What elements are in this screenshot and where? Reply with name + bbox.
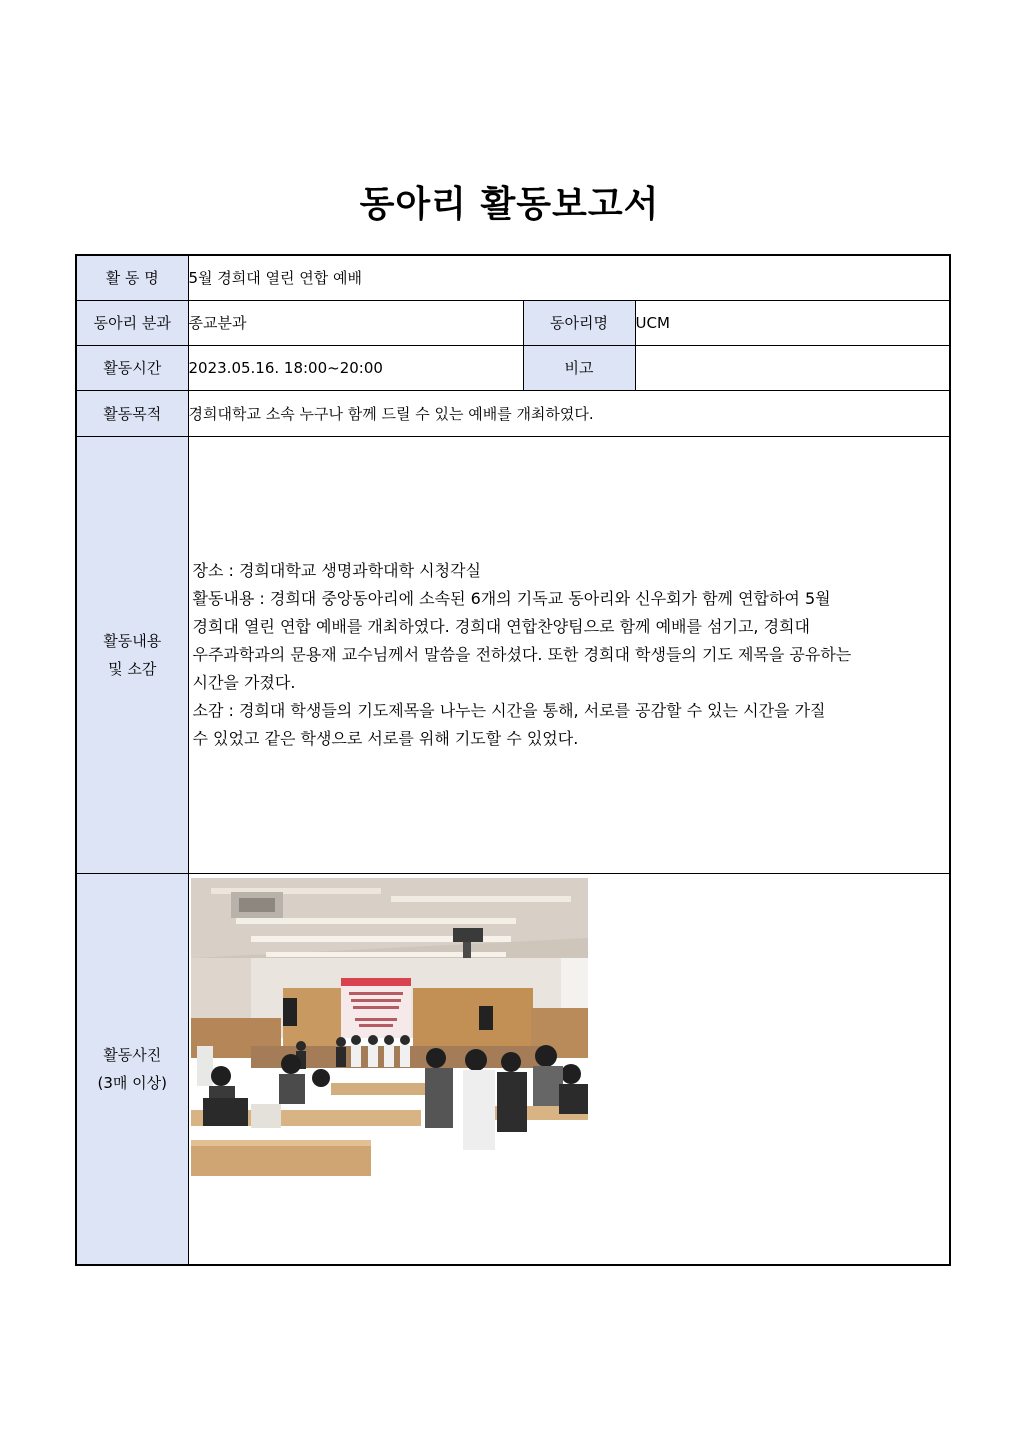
content-line: 경희대 열린 연합 예배를 개최하였다. 경희대 연합찬양팀으로 함께 예배를 섬기고, 경희대: [192, 616, 810, 636]
page-title: 동아리 활동보고서: [359, 184, 660, 225]
content-label-line2: 및 소감: [108, 659, 157, 678]
content-line: 장소 : 경희대학교 생명과학대학 시청각실: [192, 560, 481, 580]
photo-cell: [188, 873, 950, 1265]
remarks-label: 비고: [523, 345, 635, 390]
content-line: 우주과학과의 문용재 교수님께서 말씀을 전하셨다. 또한 경희대 학생들의 기도 제목을 공유하는: [192, 644, 852, 664]
purpose-label: 활동목적: [76, 390, 188, 436]
content-label: [76, 436, 188, 873]
activity-time-label: 활동시간: [76, 345, 188, 390]
content-line: 시간을 가졌다.: [192, 672, 296, 692]
remarks-value: [635, 345, 950, 390]
photo-label-line1: 활동사진: [103, 1045, 162, 1064]
content-body: [188, 436, 950, 873]
activity-name-label: 활 동 명: [76, 255, 188, 300]
activity-time-value: 2023.05.16. 18:00~20:00: [188, 345, 523, 390]
photo-label-line2: (3매 이상): [97, 1073, 167, 1092]
club-category-label: 동아리 분과: [76, 300, 188, 345]
report-table: [75, 254, 951, 1266]
photo-label: [76, 873, 188, 1265]
content-line: 소감 : 경희대 학생들의 기도제목을 나누는 시간을 통해, 서로를 공감할 수 있는 시간을 가질: [192, 700, 826, 720]
activity-photo: [191, 878, 588, 1176]
content-line: 활동내용 : 경희대 중앙동아리에 소속된 6개의 기독교 동아리와 신우회가 함께 연합하여 5월: [192, 588, 831, 608]
activity-name-value: 5월 경희대 열린 연합 예배: [188, 255, 950, 300]
club-name-label: 동아리명: [523, 300, 635, 345]
purpose-value: 경희대학교 소속 누구나 함께 드릴 수 있는 예배를 개최하였다.: [188, 390, 950, 436]
content-label-line1: 활동내용: [103, 631, 162, 650]
club-name-value: UCM: [635, 300, 950, 345]
club-category-value: 종교분과: [188, 300, 523, 345]
content-line: 수 있었고 같은 학생으로 서로를 위해 기도할 수 있었다.: [192, 728, 579, 748]
